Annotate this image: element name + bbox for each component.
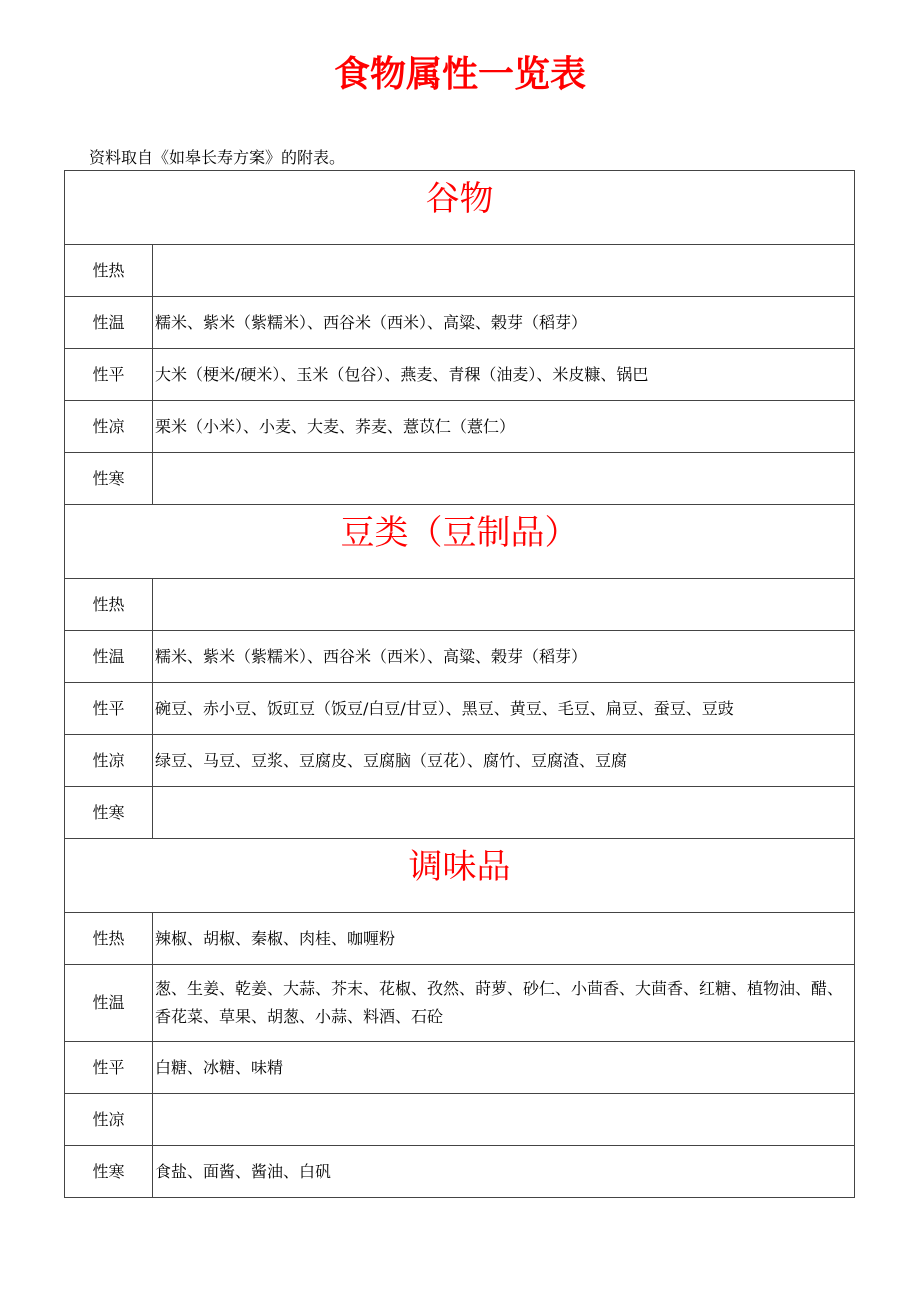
food-items: 碗豆、赤小豆、饭豇豆（饭豆/白豆/甘豆）、黑豆、黄豆、毛豆、扁豆、蚕豆、豆豉: [153, 683, 855, 735]
property-label: 性寒: [65, 787, 153, 839]
food-items: 糯米、紫米（紫糯米）、西谷米（西米）、高粱、榖芽（稻芽）: [153, 297, 855, 349]
food-items: 食盐、面酱、酱油、白矾: [153, 1146, 855, 1198]
table-row: [65, 297, 855, 349]
table-row: [65, 735, 855, 787]
category-title: 豆类（豆制品）: [65, 505, 855, 579]
table-row: [65, 245, 855, 297]
food-items: [153, 453, 855, 505]
food-items: 栗米（小米）、小麦、大麦、荞麦、薏苡仁（薏仁）: [153, 401, 855, 453]
food-items: [153, 787, 855, 839]
category-title: 谷物: [65, 171, 855, 245]
property-label: 性温: [65, 631, 153, 683]
table-row: [65, 1146, 855, 1198]
property-label: 性平: [65, 349, 153, 401]
property-label: 性凉: [65, 401, 153, 453]
table-row: [65, 913, 855, 965]
table-row: [65, 631, 855, 683]
table-row: [65, 683, 855, 735]
property-label: 性热: [65, 913, 153, 965]
property-label: 性热: [65, 245, 153, 297]
food-items: 辣椒、胡椒、秦椒、肉桂、咖喱粉: [153, 913, 855, 965]
food-items: 白糖、冰糖、味精: [153, 1042, 855, 1094]
table-row: [65, 401, 855, 453]
property-label: 性平: [65, 683, 153, 735]
table-row: [65, 965, 855, 1042]
table-row: [65, 1042, 855, 1094]
food-items: 糯米、紫米（紫糯米）、西谷米（西米）、高粱、榖芽（稻芽）: [153, 631, 855, 683]
table-row: [65, 453, 855, 505]
food-items: [153, 579, 855, 631]
food-items: 葱、生姜、乾姜、大蒜、芥末、花椒、孜然、莳萝、砂仁、小茴香、大茴香、红糖、植物油、醋、香花菜、草果、胡葱、小蒜、料酒、石砼: [153, 965, 855, 1042]
category-row-beans: [65, 505, 855, 579]
property-label: 性寒: [65, 1146, 153, 1198]
food-items: 大米（梗米/硬米）、玉米（包谷）、燕麦、青稞（油麦）、米皮糠、锅巴: [153, 349, 855, 401]
property-label: 性凉: [65, 1094, 153, 1146]
category-title: 调味品: [65, 839, 855, 913]
food-items: [153, 245, 855, 297]
source-note: 资料取自《如皋长寿方案》的附表。: [89, 148, 346, 167]
food-items: 绿豆、马豆、豆浆、豆腐皮、豆腐脑（豆花）、腐竹、豆腐渣、豆腐: [153, 735, 855, 787]
property-label: 性寒: [65, 453, 153, 505]
property-label: 性温: [65, 965, 153, 1042]
category-row-grains: [65, 171, 855, 245]
property-label: 性平: [65, 1042, 153, 1094]
table-row: [65, 579, 855, 631]
table-row: [65, 787, 855, 839]
property-label: 性凉: [65, 735, 153, 787]
property-label: 性温: [65, 297, 153, 349]
food-items: [153, 1094, 855, 1146]
table-row: [65, 1094, 855, 1146]
food-property-table: [64, 170, 855, 1198]
category-row-seasonings: [65, 839, 855, 913]
table-row: [65, 349, 855, 401]
property-label: 性热: [65, 579, 153, 631]
page-title: 食物属性一览表: [333, 54, 586, 95]
